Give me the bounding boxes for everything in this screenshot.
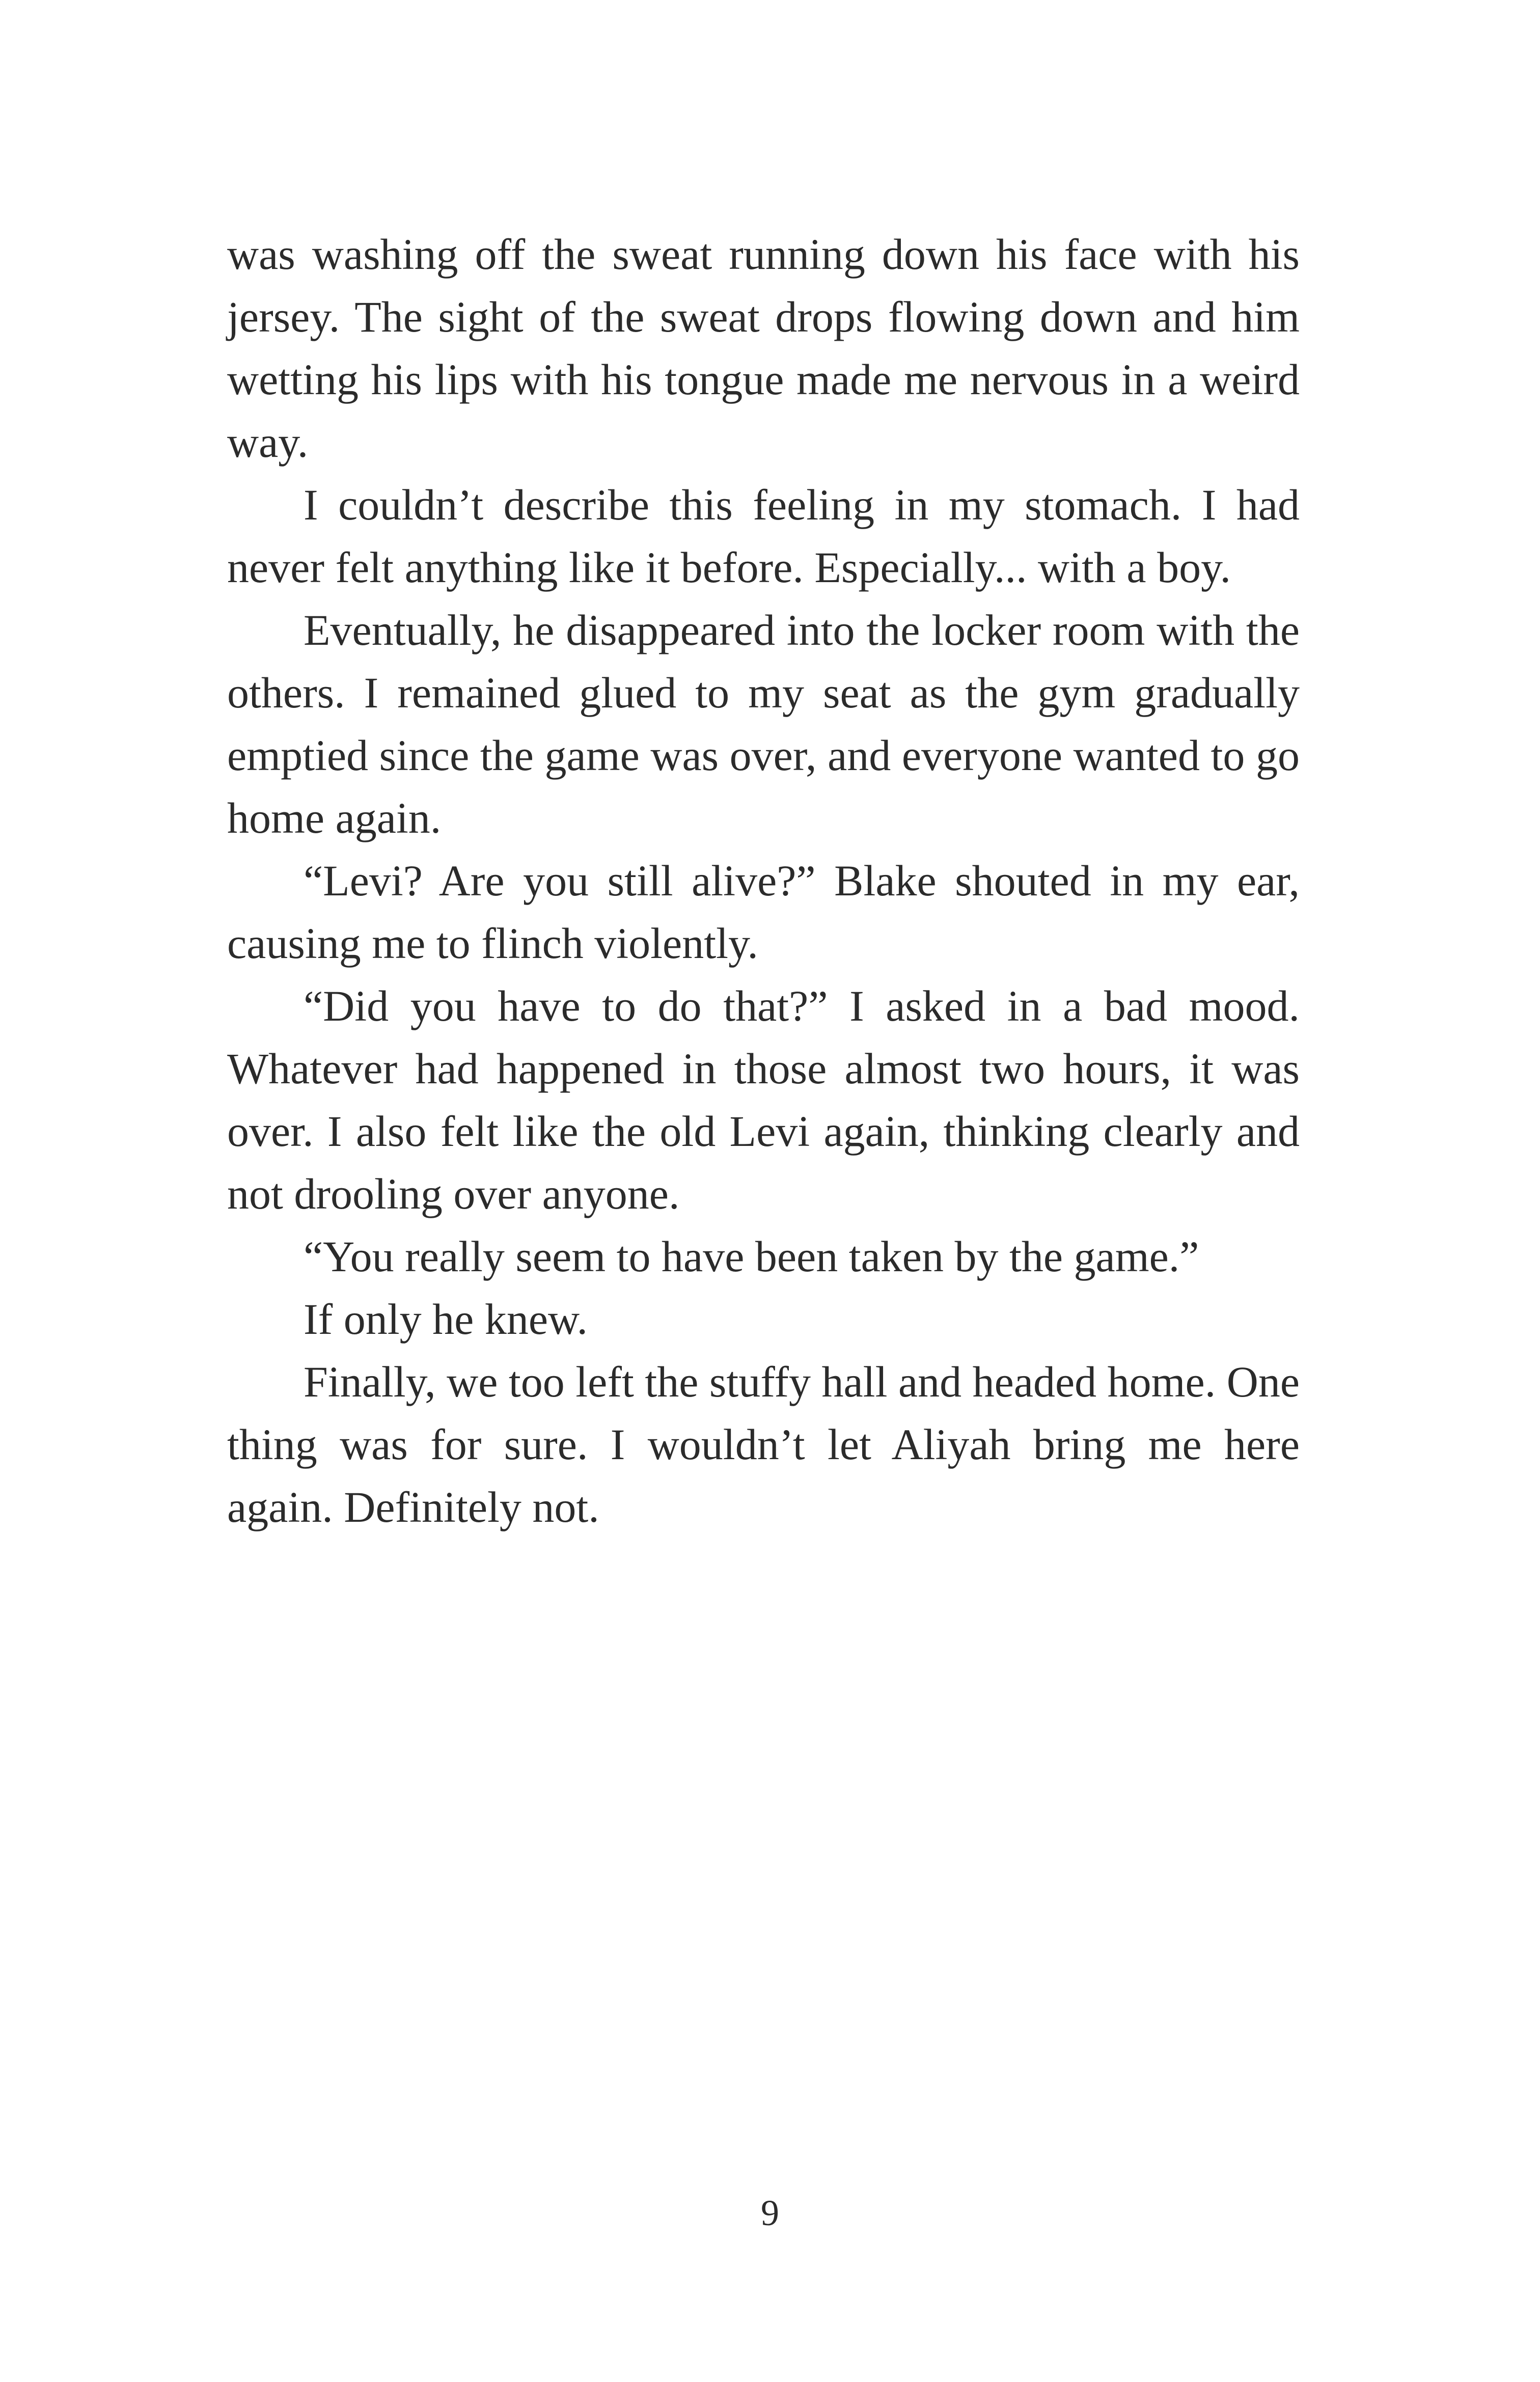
page-number: 9 [761, 2193, 779, 2233]
paragraph-locker-room: Eventually, he disappeared into the locker room with the others. I remained glued to my seat as the gym gradually emptied since the game was over, and everyone wanted to go home again. [227, 606, 1300, 842]
paragraph-headed-home: Finally, we too left the stuffy hall and headed home. One thing was for sure. I wouldn’t let Aliyah bring me here again. Definitely not. [227, 1357, 1300, 1531]
paragraph-continuation: was washing off the sweat running down his face with his jersey. The sight of the sweat drops flowing down and him wetting his lips with his tongue made me nervous in a weird way. [227, 230, 1300, 467]
paragraph-if-only: If only he knew. [304, 1295, 588, 1344]
page-body-text [227, 223, 1300, 1539]
paragraph-taken-by-game: “You really seem to have been taken by the game.” [304, 1232, 1199, 1281]
paragraph-blake-shouted: “Levi? Are you still alive?” Blake shouted in my ear, causing me to flinch violently. [227, 856, 1300, 968]
paragraph-bad-mood: “Did you have to do that?” I asked in a bad mood. Whatever had happened in those almost two hours, it was over. I also felt like the old Levi again, thinking clearly and not drooling over anyone. [227, 981, 1300, 1218]
paragraph-stomach-feeling: I couldn’t describe this feeling in my stomach. I had never felt anything like it before. Especially... with a boy. [227, 480, 1300, 592]
